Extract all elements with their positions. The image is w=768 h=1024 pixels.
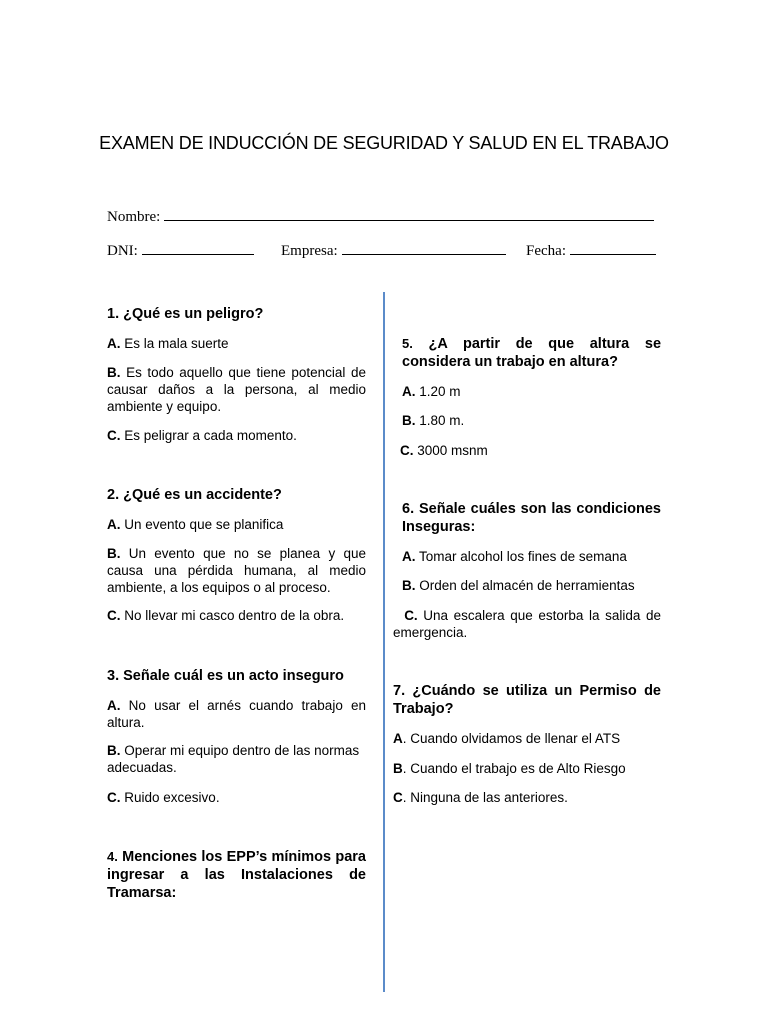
option-text: Es la mala suerte xyxy=(124,336,229,351)
question-1-option-c[interactable] xyxy=(107,427,367,444)
question-number: 4. xyxy=(107,849,118,864)
question-7-title: 7. ¿Cuándo se utiliza un Permiso de Trabajo? xyxy=(393,683,661,717)
empresa-row xyxy=(281,242,506,260)
question-number: 5. xyxy=(402,336,413,351)
question-3-option-a[interactable] xyxy=(107,697,366,731)
option-text: . Cuando el trabajo es de Alto Riesgo xyxy=(402,761,626,776)
question-6-option-a[interactable] xyxy=(402,548,662,565)
option-text: Tomar alcohol los fines de semana xyxy=(419,549,627,564)
question-5-option-a[interactable] xyxy=(402,383,662,400)
question-3-option-c[interactable] xyxy=(107,789,367,806)
option-letter: A. xyxy=(402,384,416,399)
question-6-option-b[interactable] xyxy=(402,577,662,594)
option-text: 1.20 m xyxy=(419,384,461,399)
option-letter: B. xyxy=(402,578,416,593)
nombre-field[interactable] xyxy=(164,208,654,221)
question-2-option-c[interactable] xyxy=(107,607,367,624)
fecha-field[interactable] xyxy=(570,242,656,255)
dni-row xyxy=(107,242,254,260)
fecha-row xyxy=(526,242,656,260)
question-3-option-b[interactable] xyxy=(107,742,369,776)
option-text: Una escalera que estorba la salida de emergencia. xyxy=(393,608,661,640)
option-text: Es peligrar a cada momento. xyxy=(124,428,297,443)
option-letter: C. xyxy=(107,790,121,805)
column-divider xyxy=(383,292,385,992)
option-text: 1.80 m. xyxy=(419,413,465,428)
option-letter: B xyxy=(393,761,403,776)
question-1-option-b[interactable] xyxy=(107,364,366,415)
option-text: Ruido excesivo. xyxy=(124,790,220,805)
question-6-option-c[interactable] xyxy=(393,607,661,641)
option-text: . Ninguna de las anteriores. xyxy=(402,790,568,805)
fecha-label: Fecha: xyxy=(526,243,566,259)
option-letter: B. xyxy=(107,546,121,561)
option-text: Orden del almacén de herramientas xyxy=(419,578,635,593)
nombre-label: Nombre: xyxy=(107,209,161,225)
option-letter: A xyxy=(393,731,403,746)
option-letter: C xyxy=(393,790,403,805)
question-7-option-c[interactable] xyxy=(393,789,661,806)
question-6-title: 6. Señale cuáles son las condiciones Inseguras: xyxy=(402,501,661,535)
question-7-option-b[interactable] xyxy=(393,760,661,777)
question-2-option-b[interactable] xyxy=(107,545,366,596)
option-text: No llevar mi casco dentro de la obra. xyxy=(124,608,345,623)
nombre-row xyxy=(107,208,654,226)
option-letter: A. xyxy=(402,549,416,564)
option-letter: B. xyxy=(107,743,121,758)
dni-label: DNI: xyxy=(107,243,138,259)
question-5-option-c[interactable] xyxy=(400,442,660,459)
option-text: Es todo aquello que tiene potencial de causar daños a la persona, al medio ambiente y equipo. xyxy=(107,365,366,414)
question-1-title: 1. ¿Qué es un peligro? xyxy=(107,306,264,322)
dni-field[interactable] xyxy=(142,242,254,255)
option-letter: B. xyxy=(402,413,416,428)
option-text: No usar el arnés cuando trabajo en altura. xyxy=(107,698,366,730)
option-letter: B. xyxy=(107,365,121,380)
option-text: Un evento que se planifica xyxy=(124,517,284,532)
question-3-title: 3. Señale cuál es un acto inseguro xyxy=(107,668,344,684)
option-text: 3000 msnm xyxy=(417,443,488,458)
empresa-label: Empresa: xyxy=(281,243,338,259)
option-letter: A. xyxy=(107,517,121,532)
option-text: . Cuando olvidamos de llenar el ATS xyxy=(402,731,621,746)
question-text: ¿A partir de que altura se considera un trabajo en altura? xyxy=(402,336,662,370)
question-2-title: 2. ¿Qué es un accidente? xyxy=(107,487,282,503)
option-text: Un evento que no se planea y que causa una pérdida humana, al medio ambiente, a los equipos o al proceso. xyxy=(107,546,366,595)
option-letter: A. xyxy=(107,698,121,713)
empresa-field[interactable] xyxy=(342,242,506,255)
option-letter: C. xyxy=(107,428,121,443)
question-7-option-a[interactable] xyxy=(393,730,661,747)
question-5-title xyxy=(402,335,661,371)
question-1-option-a[interactable] xyxy=(107,335,367,352)
option-text: Operar mi equipo dentro de las normas adecuadas. xyxy=(107,743,360,775)
option-letter: A. xyxy=(107,336,121,351)
option-letter: C. xyxy=(400,443,414,458)
option-letter: C. xyxy=(404,608,418,623)
page-title: EXAMEN DE INDUCCIÓN DE SEGURIDAD Y SALUD EN EL TRABAJO xyxy=(99,133,669,153)
question-2-option-a[interactable] xyxy=(107,516,367,533)
question-text: Menciones los EPP’s mínimos para ingresar a las Instalaciones de Tramarsa: xyxy=(107,849,366,901)
question-4-title xyxy=(107,848,366,902)
question-5-option-b[interactable] xyxy=(402,412,662,429)
option-letter: C. xyxy=(107,608,121,623)
